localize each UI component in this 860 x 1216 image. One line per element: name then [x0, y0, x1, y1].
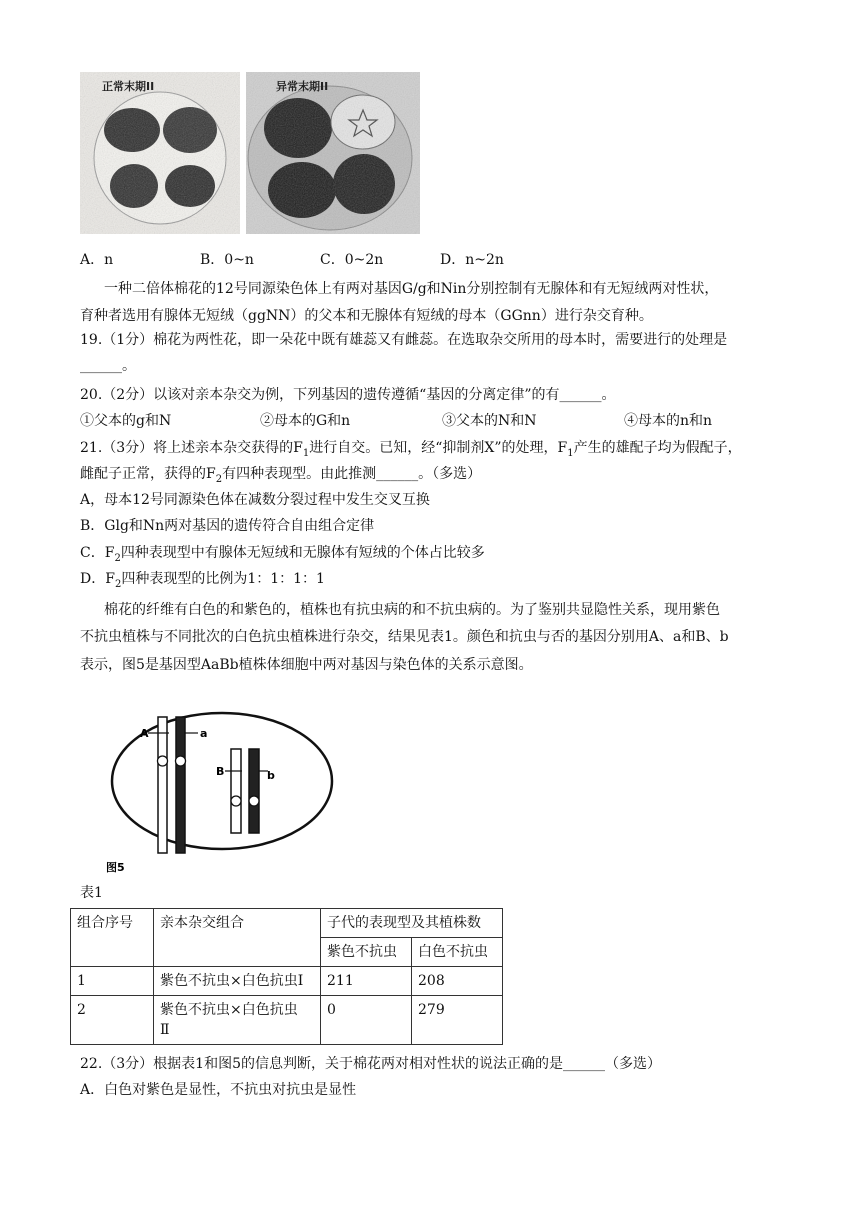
row-2-white: 279 — [412, 996, 503, 1045]
q21-line2-part-b: 有四种表现型。由此推测______。（多选） — [222, 466, 482, 482]
gene-b-label: b — [267, 769, 275, 782]
table-header-row — [71, 909, 503, 938]
header-purple: 紫色不抗虫 — [321, 938, 412, 967]
q21-option-d-text: 四种表现型的比例为1：1：1：1 — [121, 571, 325, 587]
q20-option-2: ②母本的G和n — [260, 413, 351, 429]
q22-line: 22.（3分）根据表1和图5的信息判断，关于棉花两对相对性状的说法正确的是______（多选） — [80, 1056, 661, 1072]
table-caption: 表1 — [80, 885, 103, 901]
row-2-purple: 0 — [321, 996, 412, 1045]
q21-option-c-prefix: C．F — [80, 545, 115, 561]
table-1 — [70, 908, 503, 1045]
table-row — [71, 967, 503, 996]
header-group: 组合序号 — [71, 909, 154, 967]
q21-option-b: B．Glg和Nn两对基因的遗传符合自由组合定律 — [80, 518, 375, 534]
table-row — [71, 996, 503, 1045]
q18-option-b: B．0~n — [200, 252, 254, 268]
q18-option-a: A．n — [80, 252, 114, 268]
header-offspring: 子代的表现型及其植株数 — [321, 909, 503, 938]
subscript-1: 1 — [567, 447, 574, 459]
q21-option-d — [80, 569, 325, 595]
row-2-cross — [154, 996, 321, 1045]
q21-line1 — [80, 438, 742, 464]
row-1-cross: 紫色不抗虫×白色抗虫Ⅰ — [154, 967, 321, 996]
header-cross: 亲本杂交组合 — [154, 909, 321, 967]
q20-option-1: ①父本的g和N — [80, 413, 172, 429]
q21-option-c-text: 四种表现型中有腺体无短绒和无腺体有短绒的个体占比较多 — [120, 545, 485, 561]
micrograph-figure — [80, 72, 420, 234]
subscript-2: 2 — [215, 473, 223, 485]
q21-line2 — [80, 464, 481, 490]
intro1-line2: 育种者选用有腺体无短绒（ggNN）的父本和无腺体有短绒的母本（GGnn）进行杂交育种。 — [80, 308, 653, 324]
micrograph-abnormal-label: 异常末期II — [276, 80, 329, 93]
gene-a-label: a — [200, 727, 208, 740]
row-2-cross-line2: Ⅱ — [160, 1022, 170, 1038]
q21-option-d-prefix: D．F — [80, 571, 115, 587]
q19-line2: ______。 — [80, 358, 136, 374]
q18-option-c: C．0~2n — [320, 252, 384, 268]
row-1-white: 208 — [412, 967, 503, 996]
q18-option-d: D．n~2n — [440, 252, 504, 268]
q21-option-a: A，母本12号同源染色体在减数分裂过程中发生交叉互换 — [80, 492, 430, 508]
row-1-purple: 211 — [321, 967, 412, 996]
q20-option-4: ④母本的n和n — [624, 413, 713, 429]
micrograph-normal-label: 正常末期II — [102, 80, 155, 93]
intro2-line2: 不抗虫植株与不同批次的白色抗虫植株进行杂交，结果见表1。颜色和抗虫与否的基因分别用A、a和B、b — [80, 629, 729, 645]
q20-line: 20.（2分）以该对亲本杂交为例，下列基因的遗传遵循“基因的分离定律”的有______。 — [80, 387, 616, 403]
row-1-id: 1 — [71, 967, 154, 996]
row-2-cross-line1: 紫色不抗虫×白色抗虫 — [160, 1002, 298, 1018]
figure-5-caption: 图5 — [106, 861, 125, 874]
figure-5-diagram — [102, 705, 342, 877]
q20-option-3: ③父本的N和N — [442, 413, 537, 429]
subscript-1: 1 — [302, 447, 310, 459]
gene-A-label: A — [140, 727, 149, 740]
intro2-line3: 表示，图5是基因型AaBb植株体细胞中两对基因与染色体的关系示意图。 — [80, 657, 533, 673]
q22-option-a: A．白色对紫色是显性，不抗虫对抗虫是显性 — [80, 1082, 357, 1098]
header-white: 白色不抗虫 — [412, 938, 503, 967]
q19-line1: 19.（1分）棉花为两性花，即一朵花中既有雄蕊又有雌蕊。在选取杂交所用的母本时，需要进行的处理是 — [80, 332, 728, 348]
subscript-2: 2 — [114, 552, 121, 564]
gene-B-label: B — [216, 765, 225, 778]
q21-line1-part-a: 21.（3分）将上述亲本杂交获得的F — [80, 440, 303, 456]
q21-line1-part-c: 产生的雄配子均为假配子， — [573, 440, 742, 456]
subscript-2: 2 — [114, 578, 122, 590]
q21-line1-part-b: 进行自交。已知，经“抑制剂X”的处理，F — [309, 440, 568, 456]
intro1-line1: 一种二倍体棉花的12号同源染色体上有两对基因G/g和Nin分别控制有无腺体和有无短绒两对性状， — [104, 281, 719, 297]
row-2-id: 2 — [71, 996, 154, 1045]
q21-line2-part-a: 雌配子正常，获得的F — [80, 466, 216, 482]
q21-option-c — [80, 543, 485, 569]
intro2-line1: 棉花的纤维有白色的和紫色的，植株也有抗虫病的和不抗虫病的。为了鉴别共显隐性关系，现用紫色 — [104, 602, 720, 618]
